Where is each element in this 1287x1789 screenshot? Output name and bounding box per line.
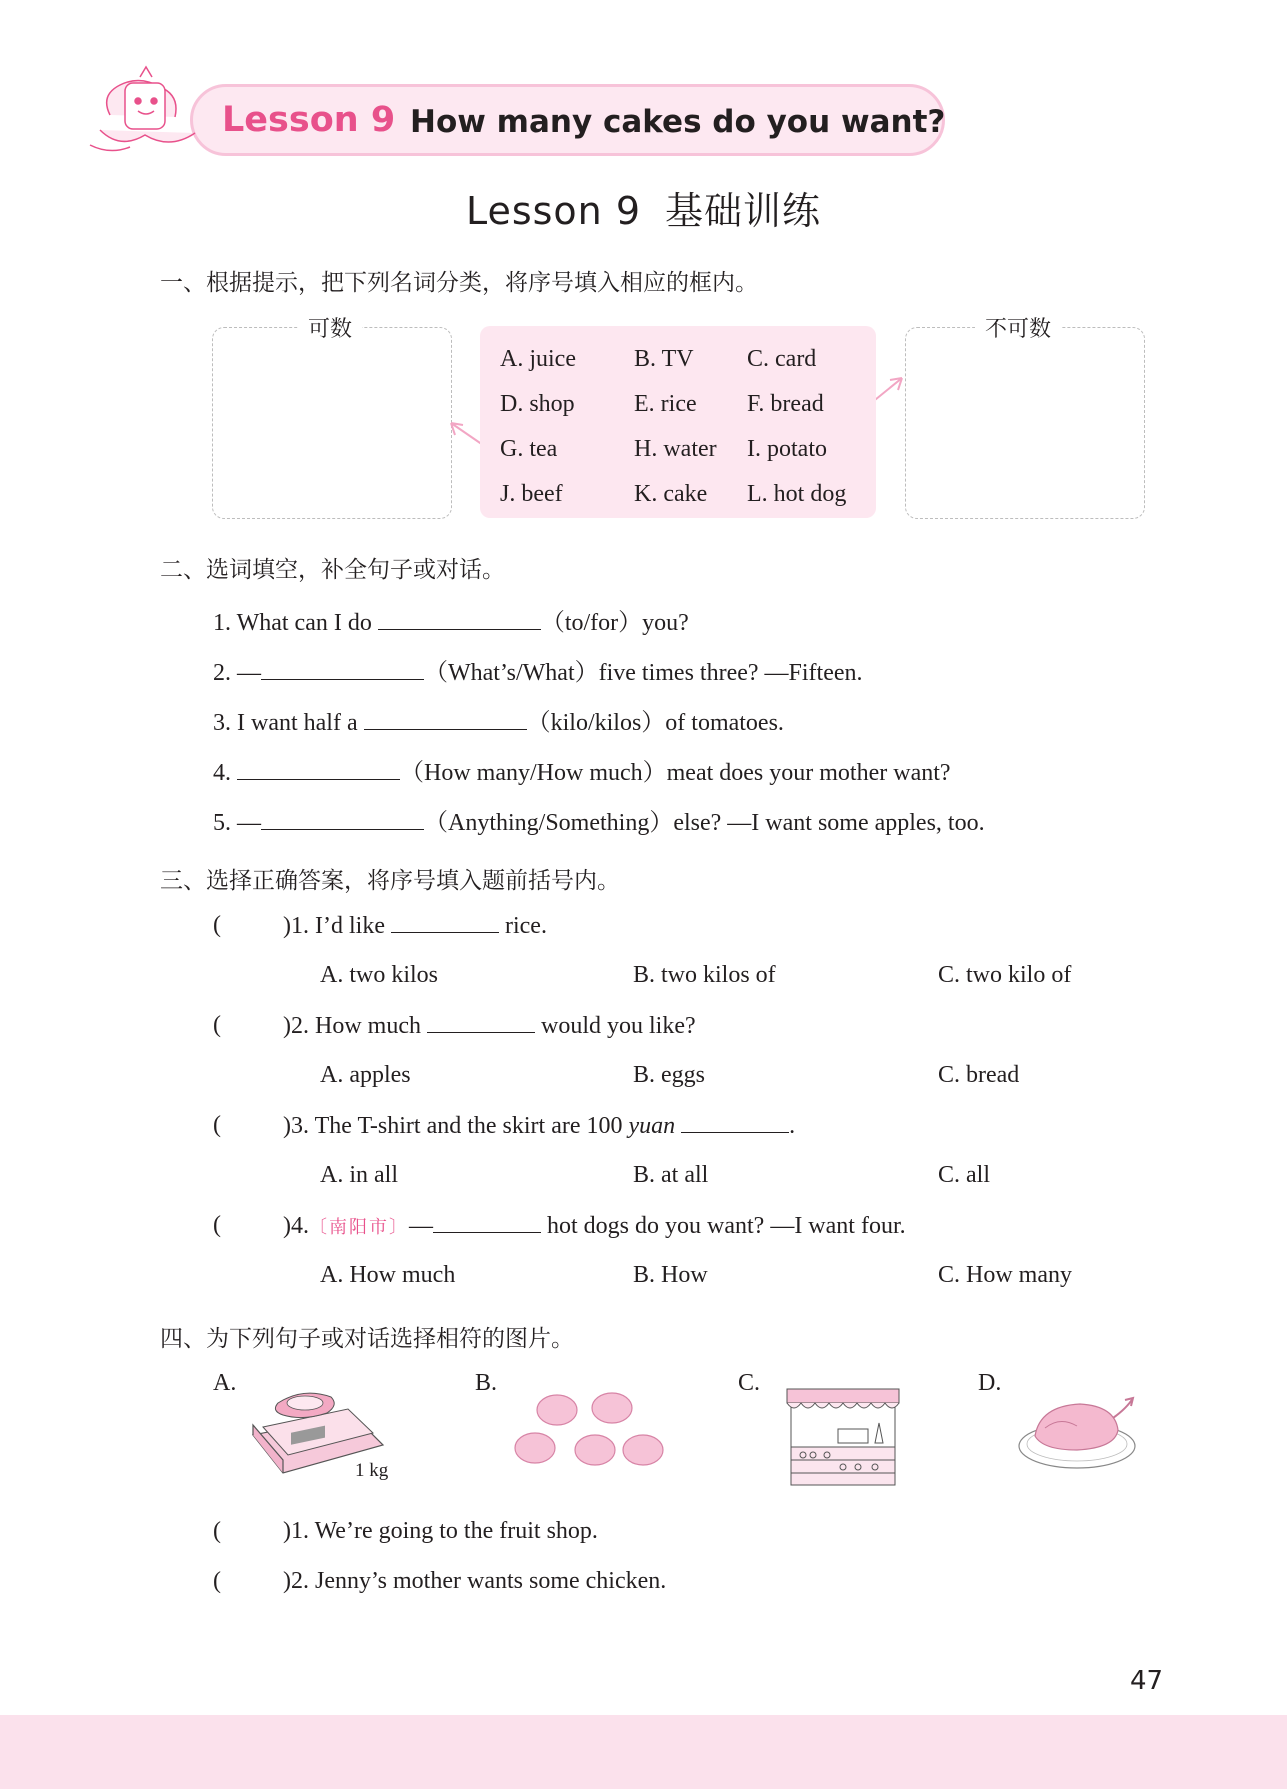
item-text: Jenny’s mother wants some chicken. [315,1568,667,1594]
answer-paren-close: ) [283,1568,291,1594]
fill-item-text: （What’s/What）five times three? —Fifteen. [424,660,863,686]
arrow-left-icon [445,415,485,455]
picture-label-a: A. [213,1370,237,1396]
page-number: 47 [1130,1666,1164,1696]
word-item: D. shop [500,391,575,417]
scale-weight-caption: 1 kg [355,1460,389,1481]
option-a: A. in all [320,1162,398,1188]
word-item: E. rice [634,391,697,417]
region-tag: 〔南阳市〕 [309,1217,409,1238]
banner-lesson-title: How many cakes do you want? [410,104,946,140]
question-text: I’d like [315,913,391,939]
page-title-lesson: Lesson 9 [465,189,642,233]
option-c: C. two kilo of [938,962,1072,988]
question-number: 4. [291,1213,309,1239]
picture-match-item-2 [283,1568,666,1595]
word-item: G. tea [500,436,558,462]
choice-question-2 [283,1012,696,1040]
option-b: B. at all [633,1162,709,1188]
word-item: I. potato [747,436,827,462]
question-text: rice. [498,913,547,939]
word-item: C. card [747,346,817,372]
fill-item-text: 4. [213,760,237,786]
answer-blank[interactable] [261,809,424,830]
picture-match-item-1 [283,1518,598,1545]
uncountable-box[interactable] [905,327,1145,519]
fill-item-text: 1. What can I do [213,610,378,636]
item-number: 1. [291,1518,309,1544]
question-text: The T-shirt and the skirt are 100 [314,1113,629,1139]
option-a: A. apples [320,1062,411,1088]
option-b: B. How [633,1262,708,1288]
roast-chicken-icon [1015,1388,1140,1473]
answer-paren-open: ( [213,912,221,938]
fruit-shop-icon [783,1385,903,1490]
section-4-title: 四、为下列句子或对话选择相符的图片。 [160,1326,574,1352]
fill-item-text: 2. — [213,660,261,686]
choice-question-3 [283,1112,795,1140]
fill-item-2 [213,652,863,687]
fill-item-3 [213,702,784,737]
answer-blank [391,912,499,933]
answer-paren-open: ( [213,1112,221,1138]
answer-blank[interactable] [237,759,400,780]
word-item: B. TV [634,346,694,372]
countable-label: 可数 [298,312,362,343]
answer-paren-close: ) [283,913,291,939]
choice-question-4 [283,1212,906,1240]
question-number: 3. [291,1113,309,1139]
picture-label-b: B. [475,1370,498,1396]
answer-blank [427,1012,535,1033]
word-item: H. water [634,436,717,462]
option-a: A. How much [320,1262,456,1288]
fill-item-text: （How many/How much）meat does your mother want? [400,760,951,786]
answer-paren-close: ) [283,1518,291,1544]
picture-label-d: D. [978,1370,1002,1396]
answer-paren-open: ( [213,1568,221,1594]
fill-item-4 [213,752,951,787]
section-2-title: 二、选词填空，补全句子或对话。 [160,557,505,583]
question-text: — [409,1213,433,1239]
eggs-icon [510,1388,670,1473]
question-number: 1. [291,913,309,939]
question-number: 2. [291,1013,309,1039]
answer-paren-open: ( [213,1518,221,1544]
fill-item-5 [213,802,985,837]
fill-item-text: （Anything/Something）else? —I want some apples, too. [424,810,985,836]
answer-paren-open: ( [213,1212,221,1238]
answer-paren-close: ) [283,1213,291,1239]
choice-question-1 [283,912,547,940]
answer-slot[interactable] [226,1566,282,1596]
option-b: B. eggs [633,1062,705,1088]
uncountable-label: 不可数 [975,312,1061,343]
section-1-title: 一、根据提示，把下列名词分类，将序号填入相应的框内。 [160,270,758,296]
word-item: J. beef [500,481,563,507]
section-3-title: 三、选择正确答案，将序号填入题前括号内。 [160,868,620,894]
answer-blank [433,1212,541,1233]
word-item: A. juice [500,346,576,372]
answer-blank [681,1112,789,1133]
answer-slot[interactable] [226,1010,282,1040]
answer-slot[interactable] [226,1110,282,1140]
question-text-italic: yuan [628,1113,676,1139]
fill-item-1 [213,602,689,637]
fill-item-text: （kilo/kilos）of tomatoes. [526,710,784,736]
fill-item-text: 5. — [213,810,261,836]
answer-blank[interactable] [261,659,424,680]
word-item: F. bread [747,391,824,417]
option-c: C. all [938,1162,990,1188]
option-c: C. How many [938,1262,1072,1288]
word-item: L. hot dog [747,481,847,507]
answer-slot[interactable] [226,1516,282,1546]
item-text: We’re going to the fruit shop. [314,1518,598,1544]
answer-paren-close: ) [283,1113,291,1139]
question-text: hot dogs do you want? —I want four. [547,1213,906,1239]
option-a: A. two kilos [320,962,439,988]
item-number: 2. [291,1568,309,1594]
mascot-icon [80,55,210,165]
question-text: How much [315,1013,427,1039]
question-text: would you like? [534,1013,696,1039]
fill-item-text: （to/for）you? [540,610,689,636]
answer-paren-close: ) [283,1013,291,1039]
answer-blank[interactable] [364,709,527,730]
picture-label-c: C. [738,1370,761,1396]
question-text: . [789,1113,796,1139]
footer-band [0,1715,1287,1789]
answer-slot[interactable] [226,910,282,940]
countable-box[interactable] [212,327,452,519]
answer-paren-open: ( [213,1012,221,1038]
fill-item-text: 3. I want half a [213,710,364,736]
option-b: B. two kilos of [633,962,776,988]
answer-slot[interactable] [226,1210,282,1240]
answer-blank[interactable] [378,609,541,630]
option-c: C. bread [938,1062,1020,1088]
banner-lesson-label: Lesson 9 [222,100,396,140]
word-item: K. cake [634,481,708,507]
page-title-subtitle: 基础训练 [665,189,822,233]
page-title [0,180,1287,235]
